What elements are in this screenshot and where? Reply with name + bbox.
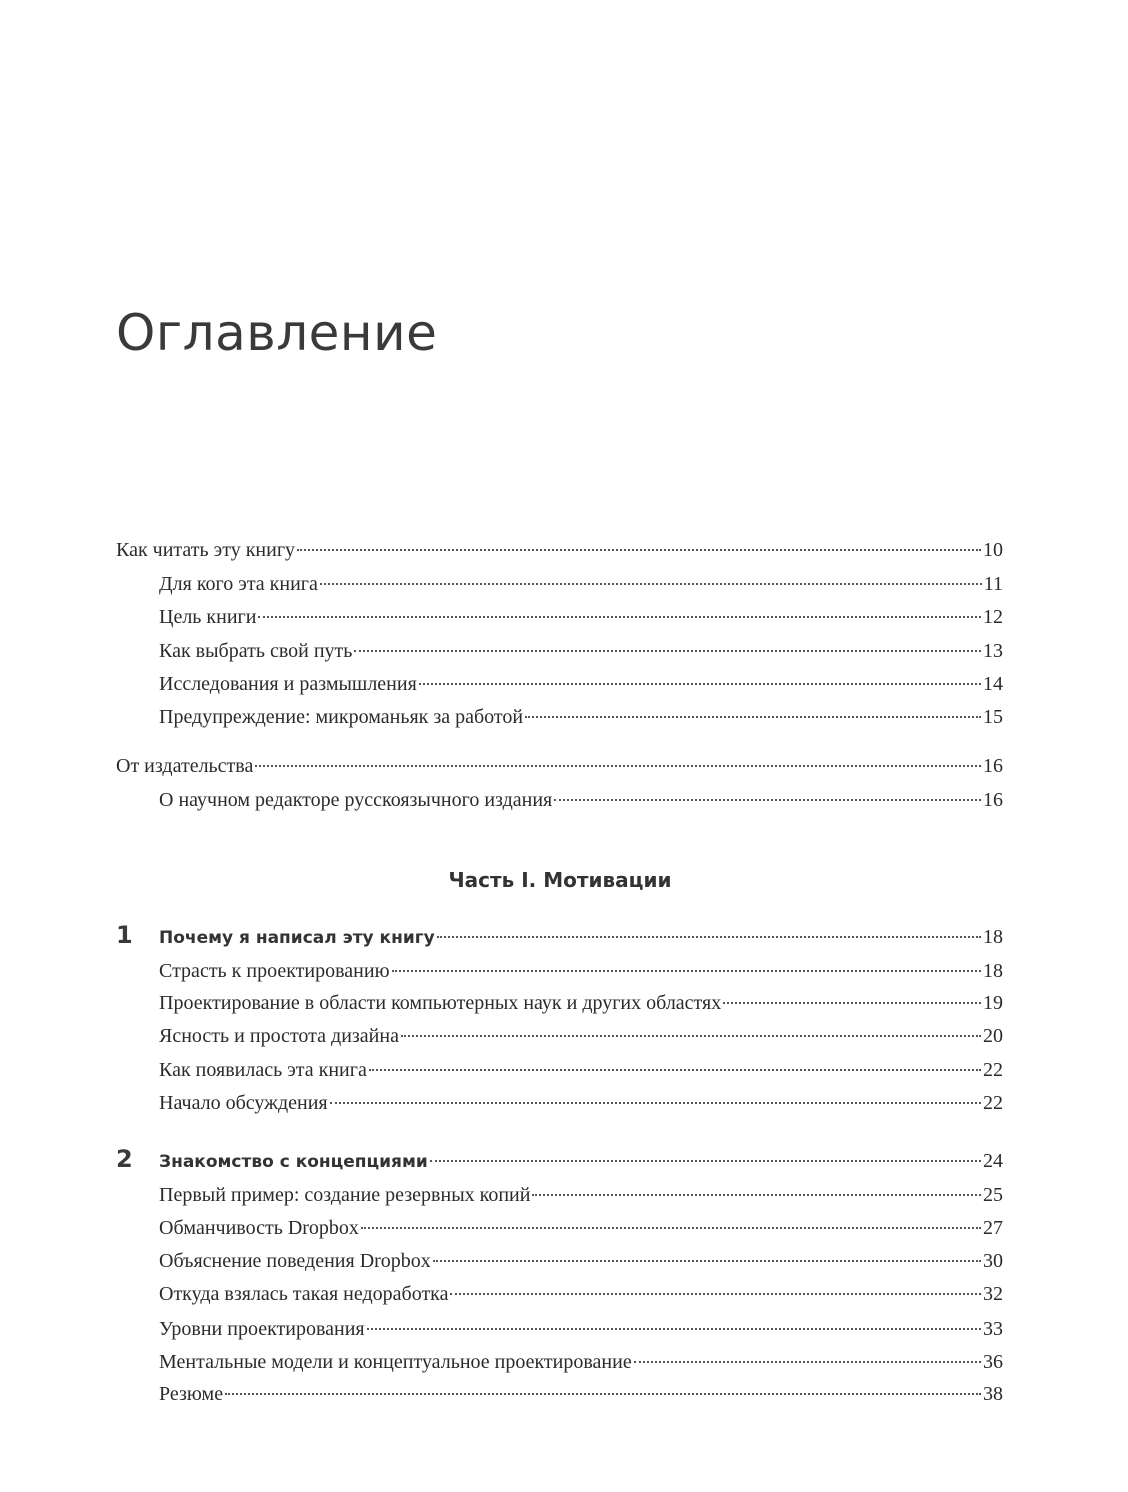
toc-subentry[interactable] — [159, 705, 1003, 729]
toc-page-number: 32 — [983, 1283, 1003, 1305]
page-title: Оглавление — [116, 304, 438, 362]
toc-entry-title: Предупреждение: микроманьяк за работой — [159, 706, 524, 728]
toc-subentry[interactable] — [159, 1216, 1003, 1240]
toc-page-number: 19 — [983, 992, 1003, 1014]
dot-leader — [225, 1393, 981, 1395]
toc-entry-title: Первый пример: создание резервных копий — [159, 1184, 531, 1206]
dot-leader — [525, 716, 981, 718]
toc-entry-title: Ясность и простота дизайна — [159, 1025, 399, 1047]
dot-leader — [392, 970, 981, 972]
toc-page-number: 38 — [983, 1383, 1003, 1405]
toc-subentry[interactable] — [159, 672, 1003, 696]
toc-page-number: 11 — [983, 573, 1003, 595]
dot-leader — [320, 583, 982, 585]
toc-page-number: 14 — [983, 673, 1003, 695]
toc-page-number: 13 — [983, 640, 1003, 662]
toc-entry-title: Для кого эта книга — [159, 573, 318, 595]
toc-page-number: 22 — [983, 1092, 1003, 1114]
toc-entry-how-to-read[interactable] — [116, 538, 1003, 562]
toc-subentry[interactable] — [159, 788, 1003, 812]
toc-subentry[interactable] — [159, 1350, 1003, 1374]
toc-page-number: 20 — [983, 1025, 1003, 1047]
toc-page-number: 18 — [983, 960, 1003, 982]
dot-leader — [723, 1002, 981, 1004]
dot-leader — [330, 1102, 981, 1104]
toc-page-number: 36 — [983, 1351, 1003, 1373]
toc-subentry[interactable] — [159, 639, 1003, 663]
toc-subentry[interactable] — [159, 1282, 1003, 1306]
toc-entry-title: Начало обсуждения — [159, 1092, 328, 1114]
toc-entry-title: Объяснение поведения Dropbox — [159, 1250, 431, 1272]
toc-subentry[interactable] — [159, 991, 1003, 1015]
toc-chapter-entry[interactable] — [159, 1149, 1003, 1173]
dot-leader — [437, 936, 981, 938]
toc-page-number: 12 — [983, 606, 1003, 628]
dot-leader — [532, 1194, 981, 1196]
toc-entry-title: Как появилась эта книга — [159, 1059, 367, 1081]
dot-leader — [369, 1069, 981, 1071]
toc-entry-title: Исследования и размышления — [159, 673, 417, 695]
toc-entry-title: Откуда взялась такая недоработка — [159, 1283, 449, 1305]
dot-leader — [634, 1361, 981, 1363]
toc-entry-title: От издательства — [116, 755, 254, 777]
part-heading — [0, 868, 1128, 892]
toc-page-number: 22 — [983, 1059, 1003, 1081]
dot-leader — [401, 1035, 981, 1037]
toc-subentry[interactable] — [159, 1024, 1003, 1048]
toc-chapter-entry[interactable] — [159, 925, 1003, 949]
toc-page-number: 16 — [983, 755, 1003, 777]
chapter-number: 2 — [116, 1145, 133, 1173]
toc-entry-title: Обманчивость Dropbox — [159, 1217, 359, 1239]
toc-page-number: 15 — [983, 706, 1003, 728]
toc-entry-title: О научном редакторе русскоязычного издания — [159, 789, 553, 811]
toc-subentry[interactable] — [159, 1317, 1003, 1341]
toc-entry-title: Уровни проектирования — [159, 1318, 365, 1340]
toc-entry-title: Как читать эту книгу — [116, 539, 296, 561]
dot-leader — [255, 765, 981, 767]
toc-subentry[interactable] — [159, 1249, 1003, 1273]
toc-entry-title: Страсть к проектированию — [159, 960, 390, 982]
toc-chapter-title: Знакомство с концепциями — [159, 1152, 428, 1172]
toc-subentry[interactable] — [159, 1382, 1003, 1406]
toc-page-number: 27 — [983, 1217, 1003, 1239]
toc-page-number: 25 — [983, 1184, 1003, 1206]
toc-page-number: 30 — [983, 1250, 1003, 1272]
toc-page-number: 16 — [983, 789, 1003, 811]
dot-leader — [361, 1227, 981, 1229]
toc-page-number: 24 — [983, 1150, 1003, 1172]
dot-leader — [354, 650, 981, 652]
toc-entry-title: Цель книги — [159, 606, 257, 628]
dot-leader — [258, 616, 981, 618]
chapter-number: 1 — [116, 921, 133, 949]
toc-subentry[interactable] — [159, 959, 1003, 983]
toc-subentry[interactable] — [159, 572, 1003, 596]
dot-leader — [419, 683, 981, 685]
toc-entry-from-publisher[interactable] — [116, 754, 1003, 778]
toc-page-number: 18 — [983, 926, 1003, 948]
toc-entry-title: Как выбрать свой путь — [159, 640, 353, 662]
toc-subentry[interactable] — [159, 1058, 1003, 1082]
toc-subentry[interactable] — [159, 605, 1003, 629]
dot-leader — [450, 1293, 981, 1295]
dot-leader — [367, 1328, 981, 1330]
toc-page-number: 33 — [983, 1318, 1003, 1340]
part-title: Часть I. Мотивации — [448, 868, 672, 892]
toc-chapter-title: Почему я написал эту книгу — [159, 928, 435, 948]
toc-subentry[interactable] — [159, 1091, 1003, 1115]
dot-leader — [554, 799, 981, 801]
dot-leader — [433, 1260, 981, 1262]
dot-leader — [297, 549, 981, 551]
toc-page-number: 10 — [983, 539, 1003, 561]
toc-subentry[interactable] — [159, 1183, 1003, 1207]
dot-leader — [430, 1160, 981, 1162]
toc-entry-title: Ментальные модели и концептуальное проектирование — [159, 1351, 632, 1373]
toc-entry-title: Резюме — [159, 1383, 224, 1405]
toc-entry-title: Проектирование в области компьютерных наук и других областях — [159, 992, 722, 1014]
